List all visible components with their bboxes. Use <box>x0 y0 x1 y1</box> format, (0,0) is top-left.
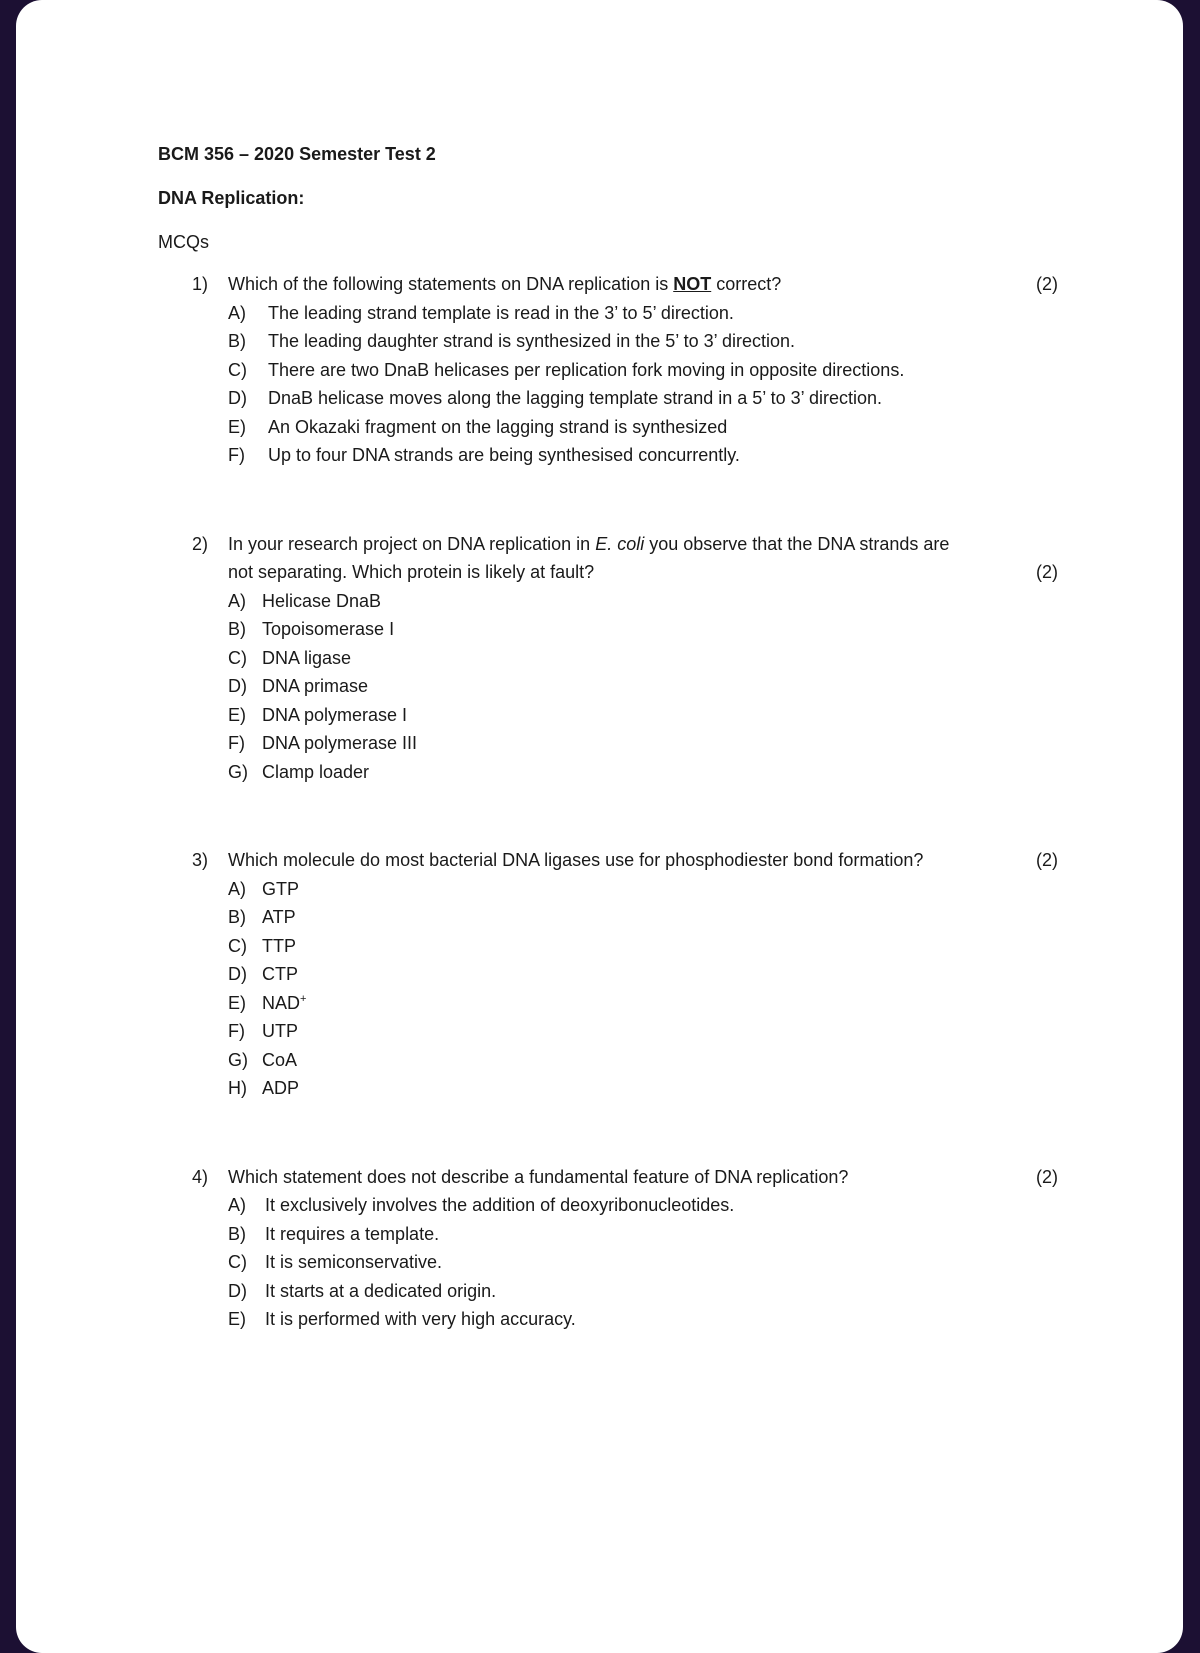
option-b <box>228 903 1058 932</box>
question-text-part: correct? <box>711 274 782 294</box>
option-letter: B) <box>228 1223 246 1244</box>
option-text: GTP <box>262 878 300 899</box>
section-title: DNA Replication: <box>158 188 305 208</box>
option-letter: H) <box>228 1078 247 1098</box>
question-number: 4) <box>192 1166 209 1187</box>
option-a <box>228 875 1058 904</box>
question-text: not separating. Which protein is likely at fault? <box>228 562 595 582</box>
option-text: UTP <box>262 1021 298 1041</box>
option-g <box>228 1046 1058 1075</box>
question-1 <box>192 270 1058 470</box>
option-letter: F) <box>228 733 245 753</box>
option-d <box>228 960 1058 989</box>
option-f <box>228 441 1058 470</box>
option-list <box>228 299 1058 470</box>
option-e <box>228 1305 1058 1334</box>
option-letter: A) <box>228 878 246 899</box>
option-letter: C) <box>228 1252 247 1272</box>
option-letter: D) <box>228 964 247 984</box>
option-text: CoA <box>262 1049 298 1070</box>
question-4 <box>192 1163 1058 1334</box>
question-marks: (2) <box>1036 274 1058 294</box>
option-b <box>228 327 1058 356</box>
option-text: CTP <box>262 964 298 984</box>
option-text-main: NAD <box>262 992 301 1013</box>
question-emphasis: NOT <box>673 274 712 294</box>
subsection-title: MCQs <box>158 232 209 252</box>
option-letter: A) <box>228 302 246 323</box>
option-text: DNA primase <box>262 676 369 696</box>
option-a <box>228 299 1058 328</box>
option-letter: E) <box>228 704 246 725</box>
option-d <box>228 672 1058 701</box>
option-text: Up to four DNA strands are being synthesised concurrently. <box>268 445 740 465</box>
question-marks: (2) <box>1036 562 1058 582</box>
option-c <box>228 1248 1058 1277</box>
question-text: Which molecule do most bacterial DNA ligases use for phosphodiester bond formation? <box>228 850 924 870</box>
option-text: It is performed with very high accuracy. <box>265 1309 576 1329</box>
document-content <box>158 140 1058 1334</box>
option-h <box>228 1074 1058 1103</box>
option-list <box>228 875 1058 1103</box>
option-letter: F) <box>228 1021 245 1041</box>
option-b <box>228 1220 1058 1249</box>
option-text: An Okazaki fragment on the lagging strand is synthesized <box>268 416 728 437</box>
question-text <box>228 270 1058 299</box>
option-text: DNA polymerase III <box>262 733 418 753</box>
option-e <box>228 701 1058 730</box>
option-f <box>228 729 1058 758</box>
option-text: Helicase DnaB <box>262 590 382 611</box>
option-text: It starts at a dedicated origin. <box>265 1280 497 1301</box>
option-letter: E) <box>228 1309 246 1329</box>
option-e <box>228 413 1058 442</box>
option-c <box>228 932 1058 961</box>
option-letter: F) <box>228 445 245 465</box>
option-text: DNA ligase <box>262 647 352 668</box>
question-stem <box>192 530 1058 559</box>
question-text <box>228 530 1058 559</box>
option-letter: A) <box>228 1195 246 1215</box>
option-letter: C) <box>228 359 247 380</box>
option-f <box>228 1017 1058 1046</box>
question-3 <box>192 846 1058 1103</box>
question-2 <box>192 530 1058 787</box>
question-text-part: In your research project on DNA replication in <box>228 533 596 554</box>
option-list <box>228 1191 1058 1334</box>
option-text: It requires a template. <box>265 1223 440 1244</box>
question-stem <box>192 270 1058 299</box>
question-text: Which statement does not describe a fundamental feature of DNA replication? <box>228 1166 849 1187</box>
option-text: It exclusively involves the addition of deoxyribonucleotides. <box>265 1195 735 1215</box>
indent-spacer <box>192 558 228 587</box>
superscript-charge: + <box>300 992 307 1005</box>
option-b <box>228 615 1058 644</box>
option-text: TTP <box>262 935 296 956</box>
document-page <box>16 0 1183 1653</box>
question-number: 3) <box>192 850 209 870</box>
option-d <box>228 384 1058 413</box>
option-letter: B) <box>228 331 246 351</box>
option-text: Clamp loader <box>262 761 370 782</box>
question-number: 2) <box>192 533 209 554</box>
option-c <box>228 356 1058 385</box>
option-a <box>228 1191 1058 1220</box>
question-number: 1) <box>192 274 209 294</box>
option-text: It is semiconservative. <box>265 1252 443 1272</box>
question-marks: (2) <box>1036 850 1058 870</box>
option-g <box>228 758 1058 787</box>
organism-name: E. coli <box>595 533 645 554</box>
option-letter: E) <box>228 416 246 437</box>
option-letter: G) <box>228 1049 248 1070</box>
option-text: The leading daughter strand is synthesized in the 5’ to 3’ direction. <box>268 331 795 351</box>
question-stem <box>192 846 1058 875</box>
option-text: There are two DnaB helicases per replication fork moving in opposite directions. <box>268 359 905 380</box>
option-letter: C) <box>228 647 247 668</box>
question-stem <box>192 1163 1058 1192</box>
option-c <box>228 644 1058 673</box>
option-d <box>228 1277 1058 1306</box>
option-text: DNA polymerase I <box>262 704 408 725</box>
option-text: Topoisomerase I <box>262 619 395 639</box>
option-letter: E) <box>228 992 246 1013</box>
option-a <box>228 587 1058 616</box>
question-text-part: Which of the following statements on DNA replication is <box>228 274 674 294</box>
option-text: DnaB helicase moves along the lagging template strand in a 5’ to 3’ direction. <box>268 388 883 408</box>
option-letter: G) <box>228 761 248 782</box>
question-marks: (2) <box>1036 1166 1058 1187</box>
option-letter: C) <box>228 935 247 956</box>
option-text: ADP <box>262 1078 300 1098</box>
option-list <box>228 587 1058 787</box>
option-letter: B) <box>228 619 246 639</box>
option-letter: A) <box>228 590 246 611</box>
option-letter: B) <box>228 907 246 927</box>
question-text-part: you observe that the DNA strands are <box>644 533 950 554</box>
option-e <box>228 989 1058 1018</box>
question-stem-continued <box>192 558 1058 587</box>
option-text <box>262 989 1058 1018</box>
option-letter: D) <box>228 676 247 696</box>
option-text: The leading strand template is read in the 3’ to 5’ direction. <box>268 302 734 323</box>
option-letter: D) <box>228 388 247 408</box>
option-text: ATP <box>262 907 296 927</box>
option-letter: D) <box>228 1280 247 1301</box>
document-title: BCM 356 – 2020 Semester Test 2 <box>158 144 436 164</box>
